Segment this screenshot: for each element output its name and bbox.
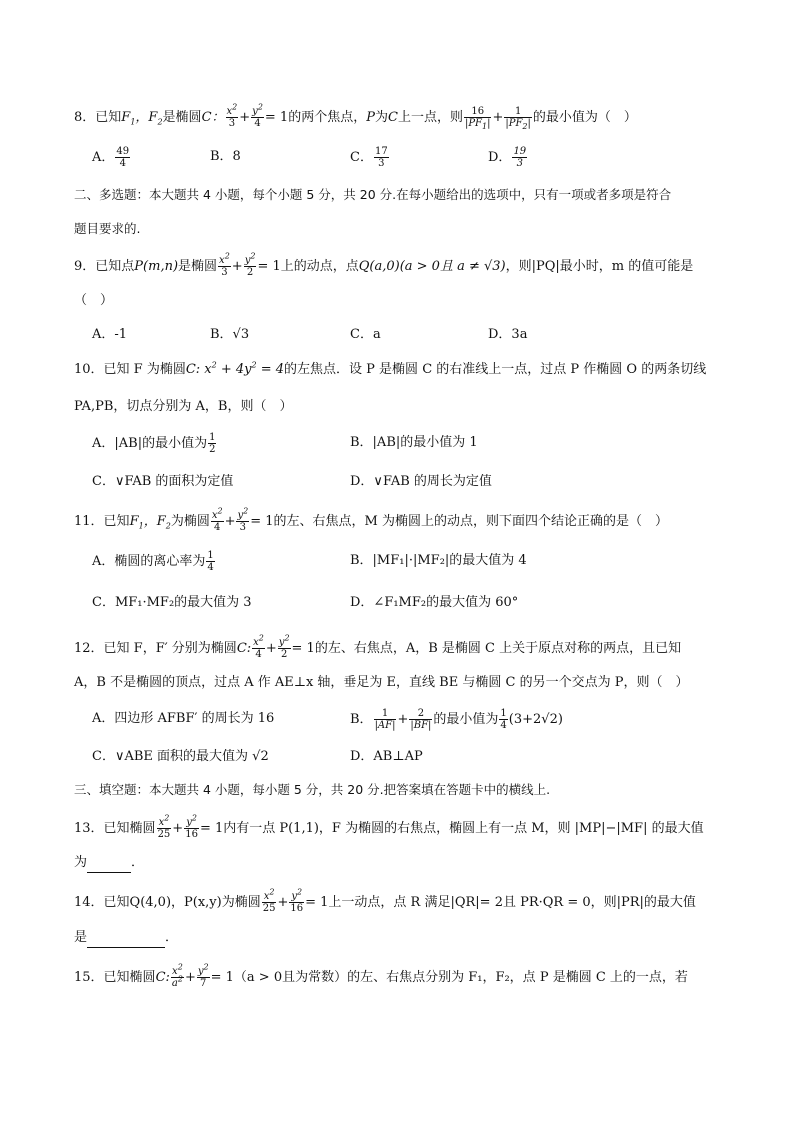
q14-cont [74,928,724,948]
option-a: A．|AB|的最小值为 $\frac{1}{2}$ [92,432,216,455]
question-number: 10． [74,362,104,377]
q13-frac-y: $\frac{y^2}{16}$ [185,813,198,840]
question-15: 15．已知椭圆C: $\frac{x^2}{a^2}$ + $\frac{y^2}{7}$ = 1（a > 0且为常数）的左、右焦点分别为 F₁，F₂，点 P 是椭圆 C 上的一点，若 [74,962,688,989]
q14-text-2: 上一动点，点 R 满足|QR|= 2且 PR·QR = 0，则|PR|的最大值 [328,895,696,910]
q12-frac-x: $\frac{x^2}{4}$ [253,633,264,660]
q14-frac-x: $\frac{x^2}{25}$ [262,887,276,914]
section-3-heading: 三、填空题：本大题共 4 小题，每小题 5 分，共 20 分.把答案填在答题卡中的横线上. [74,782,551,797]
option-c: C．a [350,327,381,342]
question-number: 15． [74,970,104,985]
option-a: A．-1 [92,327,128,342]
q8-text-5: 上一点，则 [397,110,463,125]
question-number: 8． [74,110,96,125]
q11-text-3: 的左、右焦点，M 为椭圆上的动点，则下面四个结论正确的是（ ） [273,514,668,529]
option-d: D．3a [488,327,528,342]
q13-frac-x: $\frac{x^2}{25}$ [157,813,171,840]
question-11: 11．已知$F_1$，$F_2$为椭圆 $\frac{x^2}{4}$ + $\frac{y^2}{3}$ = 1的左、右焦点，M 为椭圆上的动点，则下面四个结论正确的是（ ） [74,506,668,533]
q9-text-3: 上的动点，点 [280,259,359,274]
q10-cont: PA,PB，切点分别为 A，B，则（ ） [74,399,293,414]
q9-options [92,324,734,348]
q8-text-3: 的两个焦点， [288,110,367,125]
q12-options-row-2 [92,746,734,770]
option-c: C．∨FAB 的面积为定值 [92,474,234,489]
option-c: C．∨ABE 面积的最大值为 √2 [92,749,269,764]
section-2-heading: 二、多选题：本大题共 4 小题，每个小题 5 分，共 20 分.在每小题给出的选项中，只有一项或者多项是符合 [74,187,672,202]
question-9: 9．已知点P(m,n)是椭圆 $\frac{x^2}{3}$ + $\frac{y^2}{2}$ = 1上的动点，点Q(a,0)(a > 0且 a ≠ √3)，则|PQ|最小时，m 的值可能是 [74,251,694,278]
q14-end: ． [165,930,179,945]
question-13: 13．已知椭圆 $\frac{x^2}{25}$ + $\frac{y^2}{16}$ = 1内有一点 P(1,1)，F 为椭圆的右焦点，椭圆上有一点 M，则 |MP|−|MF| 的最大值 [74,813,704,840]
q12-c: C: [236,641,252,656]
q11-frac-x: $\frac{x^2}{4}$ [211,506,223,533]
q8-text-4: 为 [374,110,388,125]
option-b: B．√3 [210,327,250,342]
q12-options-row-1 [92,708,734,732]
option-c: C．MF₁·MF₂的最大值为 3 [92,595,252,610]
q8-frac-16: $\frac{16}{|PF_1|}$ [464,106,491,131]
q15-text-1: 已知椭圆 [103,970,156,985]
answer-blank[interactable] [87,860,131,873]
q13-text-1: 已知椭圆 [103,821,156,836]
q8-text-2: 是椭圆 [162,110,202,125]
q8-text-6: 的最小值为（ ） [532,110,637,125]
q9-paren: （ ） [74,293,114,308]
q13-text-3: 为 [74,855,88,870]
q9-point-p: P(m,n) [134,259,179,274]
question-10 [74,360,724,380]
option-c: C． $\frac{17}{3}$ [350,146,388,169]
q12-cont: A，B 不是椭圆的顶点，过点 A 作 AE⊥x 轴，垂足为 E，直线 BE 与椭圆 C 的另一个交点为 P，则（ ） [74,675,689,690]
q8-point-p: P [366,110,375,125]
question-number: 14． [74,895,104,910]
question-number: 9． [74,259,96,274]
q9-text-1: 已知点 [95,259,135,274]
section-2-heading-cont: 题目要求的. [74,221,141,236]
q11-text-2: 为椭圆 [170,514,210,529]
answer-blank[interactable] [87,935,165,948]
q15-frac-y: $\frac{y^2}{7}$ [197,962,209,989]
q10-options-row-1 [92,432,734,456]
q12-text-1: 已知 F，F′ 分别为椭圆 [103,641,237,656]
q13-end: ． [131,855,145,870]
q9-point-q: Q(a,0)(a > 0且 a ≠ √3) [358,259,506,274]
question-12: 12．已知 F，F′ 分别为椭圆C: $\frac{x^2}{4}$ + $\frac{y^2}{2}$ = 1的左、右焦点，A，B 是椭圆 C 上关于原点对称的两点，且已知 [74,633,682,660]
option-b: B．8 [210,149,241,164]
option-b: B．|MF₁|·|MF₂|的最大值为 4 [350,553,527,568]
question-8: 8．已知$F_1$，$F_2$是椭圆C： $\frac{x^2}{3}$ + $\frac{y^2}{4}$ = 1的两个焦点，P为C上一点，则 $\frac{16}{|PF_1|}$ + $\frac{1}{|PF_2|}$ 的最小值为（ ） [74,102,637,131]
option-d: D．AB⊥AP [350,749,423,764]
question-number: 13． [74,821,104,836]
q12-frac-y: $\frac{y^2}{2}$ [278,633,290,660]
q15-c: C: [155,970,170,985]
q9-frac-x: $\frac{x^2}{3}$ [219,251,230,278]
question-14: 14．已知Q(4,0)，P(x,y)为椭圆 $\frac{x^2}{25}$ + $\frac{y^2}{16}$ = 1上一动点，点 R 满足|QR|= 2且 PR·QR = 0，则|PR|的最大值 [74,887,696,914]
option-d: D．∠F₁MF₂的最大值为 60° [350,595,519,610]
q11-options-row-1 [92,550,734,574]
q12-text-2: 的左、右焦点，A，B 是椭圆 C 上关于原点对称的两点，且已知 [314,641,682,656]
q8-frac-x: $\frac{x^2}{3}$ [226,102,238,129]
q9-frac-y: $\frac{y^2}{2}$ [244,251,256,278]
q10-text-2: 的左焦点．设 P 是椭圆 C 的右准线上一点，过点 P 作椭圆 O 的两条切线 [284,362,707,377]
q14-text-1: 已知Q(4,0)，P(x,y)为椭圆 [103,895,261,910]
q8-text-1: 已知 [95,110,122,125]
q10-text-1: 已知 F 为椭圆 [103,362,186,377]
question-number: 12． [74,641,104,656]
q14-frac-y: $\frac{y^2}{16}$ [290,887,304,914]
q10-options-row-2 [92,471,734,495]
q11-options-row-2 [92,592,734,616]
q8-frac-y: $\frac{y^2}{4}$ [252,102,263,129]
q10-ellipse: C: $x^2 + 4y^2 = 4$ [185,360,285,377]
option-d: D． $\frac{19}{3}$ [488,146,527,169]
q11-frac-y: $\frac{y^2}{3}$ [237,506,249,533]
question-number: 11． [74,514,104,529]
q8-ellipse-label: C： [201,110,225,125]
q9-text-2: 是椭圆 [178,259,218,274]
q8-c: C [387,110,398,125]
q11-foci: $F_1$，$F_2$ [129,514,171,531]
q8-options [92,146,734,170]
option-d: D．∨FAB 的周长为定值 [350,474,492,489]
option-b: B．|AB|的最小值为 1 [350,435,478,450]
q15-text-2: （a > 0且为常数）的左、右焦点分别为 F₁，F₂，点 P 是椭圆 C 上的一点，若 [233,970,688,985]
q13-cont [74,853,724,873]
q9-text-4: ，则|PQ|最小时，m 的值可能是 [505,259,694,274]
option-b: B． $\frac{1}{|AF|}$ + $\frac{2}{|BF|}$ 的最小值为 $\frac{1}{4}$ (3+2√2) [350,708,563,731]
option-a: A．椭圆的离心率为 $\frac{1}{4}$ [92,550,214,573]
q8-frac-1: $\frac{1}{|PF_2|}$ [505,106,531,131]
q15-frac-x: $\frac{x^2}{a^2}$ [171,962,183,989]
q11-text-1: 已知 [103,514,130,529]
option-a: A．四边形 AFBF′ 的周长为 16 [92,711,275,726]
q8-foci: $F_1$，$F_2$ [121,110,163,127]
option-a: A． $\frac{49}{4}$ [92,146,130,169]
q13-text-2: 内有一点 P(1,1)，F 为椭圆的右焦点，椭圆上有一点 M，则 |MP|−|MF| 的最大值 [223,821,704,836]
q14-text-3: 是 [74,930,88,945]
